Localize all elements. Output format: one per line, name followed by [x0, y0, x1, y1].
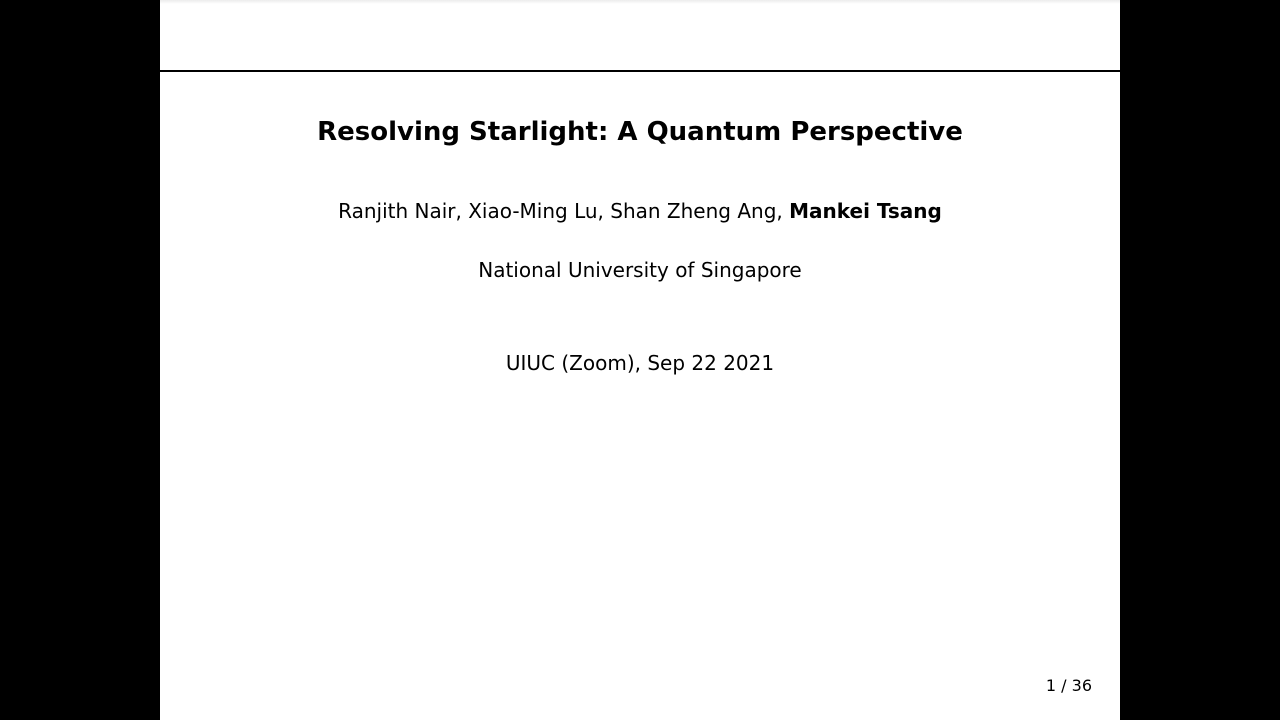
- presenter-name: Mankei Tsang: [789, 199, 942, 223]
- slide-header: [160, 0, 1120, 70]
- slide-title: Resolving Starlight: A Quantum Perspective: [317, 117, 963, 147]
- slide[interactable]: [160, 0, 1120, 720]
- author-list: [160, 197, 1120, 225]
- authors-prefix: Ranjith Nair, Xiao-Ming Lu, Shan Zheng Ang,: [338, 199, 790, 223]
- left-letterbox: [0, 0, 160, 720]
- institute: National University of Singapore: [478, 258, 802, 282]
- header-shade: [160, 0, 1120, 4]
- header-rule: [160, 70, 1120, 72]
- venue-date: UIUC (Zoom), Sep 22 2021: [505, 351, 775, 375]
- right-letterbox: [1120, 0, 1280, 720]
- page-number: 1 / 36: [1045, 676, 1092, 695]
